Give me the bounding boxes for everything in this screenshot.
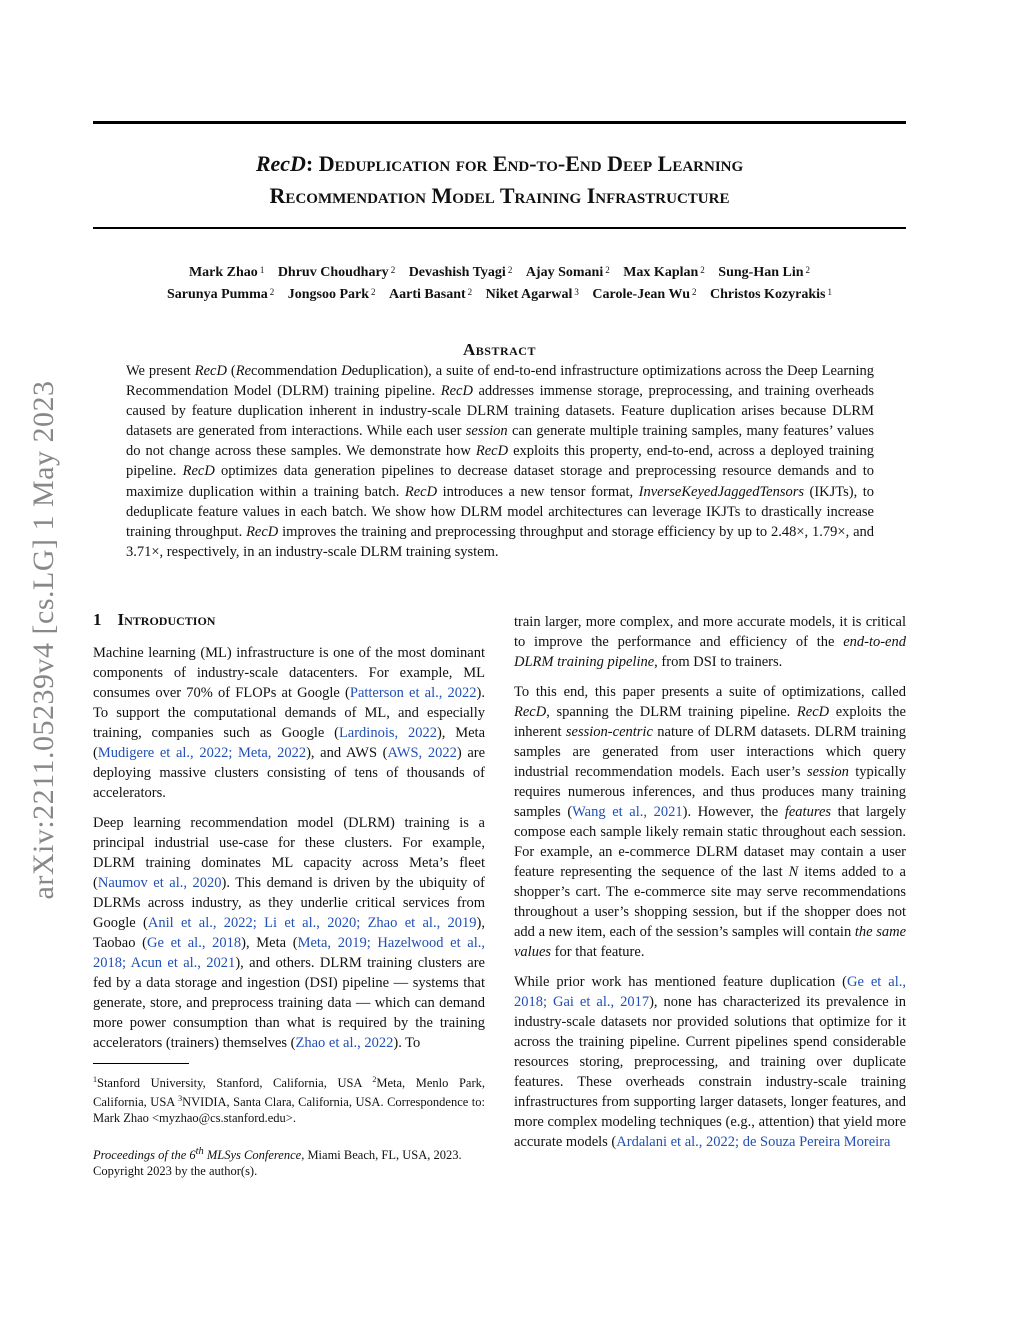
citation-link[interactable]: Wang et al., 2021 (572, 804, 683, 820)
author: Max Kaplan $^2$ (623, 265, 705, 280)
footnote-rule (93, 1063, 189, 1064)
citation-link[interactable]: Ardalani et al., 2022; de Souza Pereira Moreira (616, 1134, 891, 1150)
author: Sung-Han Lin $^2$ (718, 265, 811, 280)
author: Mark Zhao $^1$ (188, 265, 265, 280)
author-list (93, 262, 906, 306)
author: Dhruv Choudhary $^2$ (277, 265, 396, 280)
author: Aarti Basant $^2$ (389, 287, 473, 302)
author: Devashish Tyagi $^2$ (408, 265, 513, 280)
title-rule-bottom (93, 227, 906, 229)
title-system-name: RecD (255, 151, 306, 176)
citation-link[interactable]: Meta, 2019; Hazelwood et al., 2018; Acun et al., 2021 (93, 935, 485, 971)
paragraph: Deep learning recommendation model (DLRM) training is a principal industrial use-case for these clusters. For example, DLRM training dominates ML capacity across Meta’s fleet (Naumov et al., 2020). This demand is driven by the ubiquity of DLRMs across industry, as they underlie critical services from Google (Anil et al., 2022; Li et al., 2020; Zhao et al., 2019), Taobao (Ge et al., 2018), Meta (Meta, 2019; Hazelwood et al., 2018; Acun et al., 2021), and others. DLRM training clusters are fed by a data storage and ingestion (DSI) pipeline — systems that generate, store, and preprocess training data — which can demand more power consumption than what is required by the training accelerators (trainers) themselves (Zhao et al., 2022). To (93, 815, 486, 1051)
citation-link[interactable]: Zhao et al., 2022 (295, 1035, 394, 1051)
citation-link[interactable]: Mudigere et al., 2022; Meta, 2022 (97, 745, 307, 761)
citation-link[interactable]: Patterson et al., 2022 (349, 685, 477, 701)
title-line1: : Deduplication for End-to-End Deep Learning (305, 151, 744, 176)
author: Sarunya Pumma $^2$ (167, 287, 275, 302)
paragraph: While prior work has mentioned feature duplication (Ge et al., 2018; Gai et al., 2017), none has characterized its prevalence in industry-scale datasets nor provided solutions that optimize for it across the training pipeline. Current pipelines spend considerable resources storing, preprocessing, and training over duplicate features. These overheads constrain industry-scale training infrastructures from supporting larger datasets, longer features, and more complex modeling techniques (e.g., attention) that yield more accurate models (Ardalani et al., 2022; de Souza Pereira Moreira (514, 974, 906, 1150)
title-line2: Recommendation Model Training Infrastructure (269, 183, 730, 208)
paper-title (93, 148, 906, 212)
arxiv-sidebar (24, 350, 64, 930)
section-heading-introduction: 1 Introduction (93, 610, 216, 629)
affiliation-footnote: $^1$Stanford University, Stanford, California, USA $^2$Meta, Menlo Park, California, USA $^3$NVIDIA, Santa Clara, California, USA. Correspondence to: Mark Zhao <myzhao@cs.stanford.edu>. (93, 1075, 485, 1126)
citation-link[interactable]: Naumov et al., 2020 (97, 875, 222, 891)
abstract-text: We present RecD (Recommendation Deduplication), a suite of end-to-end infrastructure optimizations across the Deep Learning Recommendation Model (DLRM) training pipeline. RecD addresses immense storage, preprocessing, and training overheads caused by feature duplication inherent in industry-scale DLRM training datasets. Feature duplication arises because DLRM datasets are generated from interactions. While each user session can generate multiple training samples, many features’ values do not change across these samples. We demonstrate how RecD exploits this property, end-to-end, across a deployed training pipeline. RecD optimizes data generation pipelines to decrease dataset storage and preprocessing resource demands and to maximize duplication within a training batch. RecD introduces a new tensor format, InverseKeyedJaggedTensors (IKJTs), to deduplicate feature values in each batch. We show how DLRM model architectures can leverage IKJTs to drastically increase training throughput. RecD improves the training and preprocessing throughput and storage efficiency by up to 2.48×, 1.79×, and 3.71×, respectively, in an industry-scale DLRM training system. (126, 363, 874, 560)
proceedings-note: Proceedings of the 6th MLSys Conference, Miami Beach, FL, USA, 2023. Copyright 2023 by the author(s). (93, 1146, 462, 1179)
paragraph: To this end, this paper presents a suite of optimizations, called RecD, spanning the DLRM training pipeline. RecD exploits the inherent session-centric nature of DLRM datasets. DLRM training samples are generated from user interactions which query industrial recommendation models. Each user’s session typically requires numerous inferences, and thus produces many training samples (Wang et al., 2021). However, the features that largely compose each sample likely remain static throughout each session. For example, an e-commerce DLRM dataset may contain a user feature representing the sequence of the last N items added to a shopper’s cart. The e-commerce site may serve recommendations throughout a user’s shopping session, but if the shopper does not add a new item, each of the session’s samples will contain the same values for that feature. (514, 684, 906, 960)
paragraph: train larger, more complex, and more accurate models, it is critical to improve the performance and efficiency of the end-to-end DLRM training pipeline, from DSI to trainers. (514, 614, 906, 670)
title-rule-top (93, 121, 906, 124)
left-column (93, 610, 485, 1179)
right-column (514, 612, 906, 1162)
citation-link[interactable]: AWS, 2022 (387, 745, 457, 761)
citation-link[interactable]: Ge et al., 2018 (146, 935, 242, 951)
abstract-heading: Abstract (463, 340, 536, 359)
citation-link[interactable]: Lardinois, 2022 (338, 725, 437, 741)
paragraph: Machine learning (ML) infrastructure is one of the most dominant components of industry-scale datacenters. For example, ML consumes over 70% of FLOPs at Google (Patterson et al., 2022). To support the computational demands of ML, and especially training, companies such as Google (Lardinois, 2022), Meta (Mudigere et al., 2022; Meta, 2022), and AWS (AWS, 2022) are deploying massive clusters consisting of tens of thousands of accelerators. (93, 645, 486, 801)
citation-link[interactable]: Ge et al., 2018; Gai et al., 2017 (514, 974, 906, 1010)
author: Niket Agarwal $^3$ (485, 287, 579, 302)
citation-link[interactable]: Anil et al., 2022; Li et al., 2020; Zhao et al., 2019 (147, 915, 477, 931)
author: Christos Kozyrakis $^1$ (710, 287, 832, 302)
author: Carole-Jean Wu $^2$ (592, 287, 697, 302)
author: Ajay Somani $^2$ (525, 265, 610, 280)
arxiv-identifier: arXiv:2211.05239v4 [cs.LG] 1 May 2023 (27, 380, 60, 900)
author: Jongsoo Park $^2$ (287, 287, 376, 302)
